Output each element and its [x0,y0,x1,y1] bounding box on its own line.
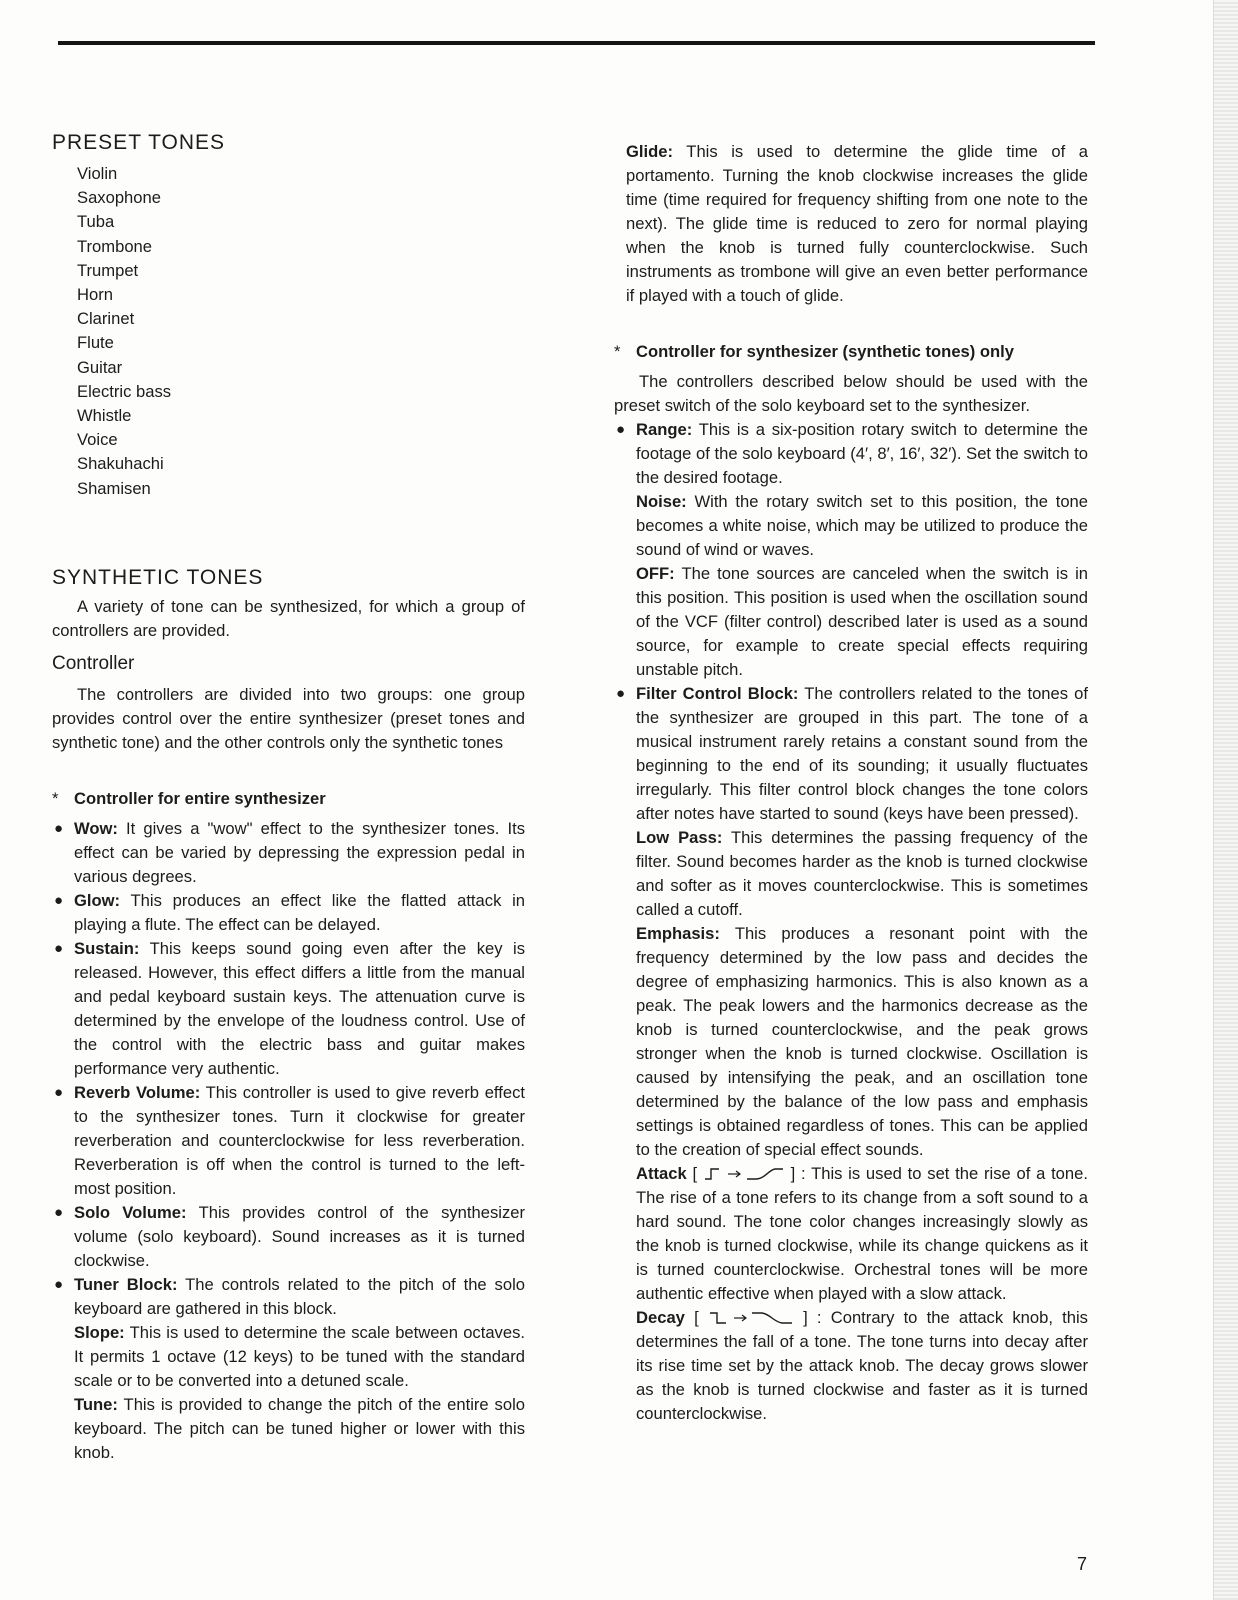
bullet-item-tuner [52,1273,525,1465]
synth-only-intro: The controllers described below should be used with the preset switch of the solo keyboard set to the synthesizer. [614,372,1088,415]
slope-text: This is used to determine the scale between octaves. It permits 1 octave (12 keys) to be tuned with the standard scale or to be converted into a detuned scale. [74,1322,525,1390]
preset-tone-list [77,162,525,501]
bullet-icon: ● [54,1275,64,1293]
bullet-item [52,937,525,1081]
off-text: The tone sources are canceled when the switch is in this position. This position is used when the oscillation sound of the VCF (filter control) described later is used as a sound source, for example to create special effects requiring unstable pitch. [636,564,1088,679]
bullet-item [52,1201,525,1273]
synthetic-tones-title: SYNTHETIC TONES [52,565,264,589]
entire-synth-heading-text: Controller for entire synthesizer [74,788,326,808]
bullet-icon: ● [54,939,64,957]
attack-curve-icon: [ ] [692,1164,796,1183]
preset-tone-item: Tuba [77,212,115,232]
preset-tone-item: Shakuhachi [77,454,164,474]
decay-curve-icon: [ ] [694,1308,808,1327]
bullet-term: Sustain: [74,938,140,958]
slope-term: Slope: [74,1322,125,1342]
attack-term: Attack [636,1164,687,1183]
bullet-term: Wow: [74,818,118,838]
bullet-term: Glow: [74,890,121,910]
low-pass-text: This determines the passing frequency of the filter. Sound becomes harder as the knob is turned clockwise and softer as it moves counterclockwise. This is sometimes called a cutoff. [636,828,1088,919]
preset-tone-item: Trumpet [77,260,139,280]
preset-tone-item: Electric bass [77,381,172,401]
preset-tone-item: Flute [77,333,114,353]
tuner-term: Tuner Block: [74,1274,178,1294]
noise-text: With the rotary switch set to this position, the tone becomes a white noise, which may be utilized to produce the sound of wind or waves. [636,492,1088,559]
scan-edge-strip [1213,0,1238,1600]
bullet-term: Reverb Volume: [74,1082,201,1102]
preset-tone-item: Horn [77,285,113,305]
bullet-text: This produces an effect like the flatted attack in playing a flute. The effect can be delayed. [74,890,525,934]
preset-tone-item: Whistle [77,406,132,426]
glide-term: Glide: [626,142,674,161]
preset-tone-item: Trombone [77,236,153,256]
noise-term: Noise: [636,492,687,511]
controller-intro: The controllers are divided into two groups: one group provides control over the entire synthesizer (preset tones and synthetic tone) and the other controls only the synthetic tones [52,684,525,752]
bullet-icon: ● [54,891,64,909]
synthetic-intro: A variety of tone can be synthesized, for which a group of controllers are provided. [52,596,525,640]
bullet-item-filter [614,682,1088,1426]
bullet-icon: ● [616,421,626,438]
preset-tone-item: Voice [77,430,118,450]
tuner-text: The controls related to the pitch of the solo keyboard are gathered in this block. [74,1274,526,1318]
preset-tones-title: PRESET TONES [52,131,226,154]
bullet-icon: ● [616,685,626,702]
range-term: Range: [636,420,693,439]
bullet-icon: ● [54,819,64,837]
bullet-item [52,1081,525,1201]
decay-text: : Contrary to the attack knob, this determines the fall of a tone. The tone turns into decay after its rise time set by the attack knob. The decay grows slower as the knob is turned clockwise and faster as it is turned counterclockwise. [636,1308,1088,1423]
asterisk-icon: * [614,342,621,361]
bullet-text: This controller is used to give reverb effect to the synthesizer tones. Turn it clockwise for greater reverberation and counterclockwise for less reverberation. Reverberation is off when the control is turned to the left-most position. [74,1082,525,1198]
preset-tone-item: Saxophone [77,188,161,208]
bullet-icon: ● [54,1203,64,1221]
emphasis-text: This produces a resonant point with the frequency determined by the low pass and decides the degree of emphasizing harmonics. This is also known as a peak. The peak lowers and the harmonics decrease as the knob is turned counterclockwise, and the peak grows stronger when the knob is turned clockwise. Oscillation is caused by intensifying the peak, and an oscillation tone determined by the balance of the low pass and emphasis settings is obtained regardless of tones. This can be applied to the creation of special effect sounds. [636,924,1088,1159]
decay-term: Decay [636,1308,685,1327]
attack-text: : This is used to set the rise of a tone. The rise of a tone refers to its change from a soft sound to a hard sound. The tone color changes increasingly slowly as the knob is turned clockwise, while its change quickens as it is turned counterclockwise. Orchestral tones will be more authentic effective when played with a slow attack. [636,1164,1088,1303]
off-term: OFF: [636,564,675,583]
emphasis-term: Emphasis: [636,924,720,943]
tune-term: Tune: [74,1394,118,1414]
controller-heading: Controller [52,652,135,674]
preset-tone-item: Violin [77,164,118,183]
left-column [52,128,525,1465]
bullet-item-range [614,418,1088,682]
preset-tone-item: Shamisen [77,478,151,498]
bullet-text: This provides control of the synthesizer volume (solo keyboard). Sound increases as it is turned clockwise. [74,1202,525,1270]
synth-only-heading-text: Controller for synthesizer (synthetic tones) only [636,342,1015,361]
right-column [614,140,1088,1426]
low-pass-term: Low Pass: [636,828,723,847]
bullet-text: It gives a "wow" effect to the synthesizer tones. Its effect can be varied by depressing the expression pedal in various degrees. [74,818,525,886]
asterisk-icon: * [52,788,59,808]
bullet-icon: ● [54,1083,64,1101]
synth-only-heading [614,340,1088,364]
glide-paragraph [614,140,1088,308]
entire-synth-heading [52,787,525,811]
bullet-text: This keeps sound going even after the key is released. However, this effect differs a little from the manual and pedal keyboard sustain keys. The attenuation curve is determined by the envelope of the loudness control. Use of the control with the electric bass and guitar makes performance very authentic. [74,938,525,1078]
preset-tone-item: Guitar [77,357,123,377]
filter-term: Filter Control Block: [636,684,799,703]
top-rule [58,41,1095,45]
preset-tone-item: Clarinet [77,309,135,329]
tune-text: This is provided to change the pitch of the entire solo keyboard. The pitch can be tuned higher or lower with this knob. [74,1394,525,1462]
glide-text: This is used to determine the glide time of a portamento. Turning the knob clockwise increases the glide time (time required for frequency shifting from one note to the next). The glide time is reduced to zero for normal playing when the knob is turned fully counterclockwise. Such instruments as trombone will give an even better performance if played with a touch of glide. [626,142,1088,305]
range-text: This is a six-position rotary switch to determine the footage of the solo keyboard (4′, 8′, 16′, 32′). Set the switch to the desired footage. [636,420,1088,487]
synth-only-bullet-list [614,418,1088,1426]
bullet-item [52,889,525,937]
page-number: 7 [1077,1554,1088,1574]
filter-text: The controllers related to the tones of the synthesizer are grouped in this part. The tone of a musical instrument rarely retains a constant sound from the beginning to the end of its sounding; it usually fluctuates irregularly. This filter control block changes the tone colors after notes have started to sound (keys have been pressed). [636,684,1088,823]
bullet-item [52,817,525,889]
bullet-term: Solo Volume: [74,1202,187,1222]
entire-synth-bullet-list [52,817,525,1465]
